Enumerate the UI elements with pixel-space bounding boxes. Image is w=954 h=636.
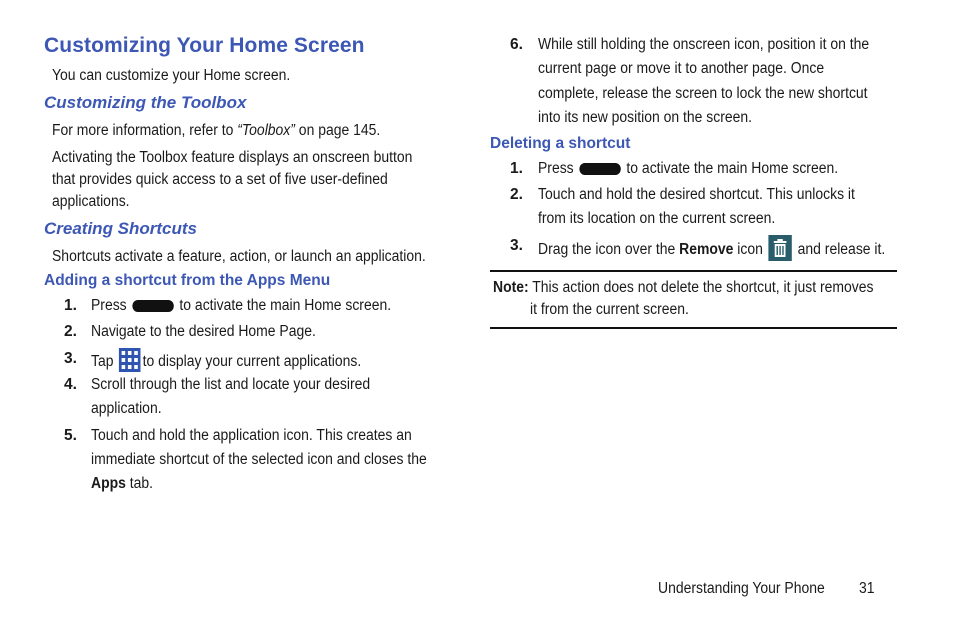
- toolbox-desc-line-1: Activating the Toolbox feature displays an onscreen button: [52, 149, 413, 166]
- note-bottom-rule: [490, 327, 897, 329]
- toolbox-ref-pre: For more information, refer to: [52, 122, 238, 139]
- step-3-text: [91, 350, 361, 374]
- remove-bold-label: Remove: [679, 241, 734, 259]
- note-line-1: [493, 279, 873, 297]
- delete-step-2-line-1: Touch and hold the desired shortcut. This unlocks it: [538, 186, 855, 203]
- step-1-text: [91, 297, 391, 315]
- delete-step-3-pre: Drag the icon over the: [538, 241, 680, 259]
- step-number: 1.: [510, 160, 523, 177]
- step-4-line-2: application.: [91, 400, 162, 417]
- step-5-line-3: [91, 475, 153, 493]
- apps-menu-heading: Adding a shortcut from the Apps Menu: [44, 272, 331, 289]
- step-1-pre: Press: [91, 297, 127, 314]
- step-6-line-4: into its new position on the screen.: [538, 109, 753, 126]
- toolbox-reference: [52, 122, 380, 140]
- step-number: 5.: [64, 427, 77, 444]
- step-6-line-2: current page or move it to another page. Once: [538, 60, 825, 77]
- step-number: 1.: [64, 297, 77, 314]
- step-1-post: to activate the main Home screen.: [179, 297, 392, 314]
- step-5-line-2: immediate shortcut of the selected icon and closes the: [91, 451, 427, 468]
- home-button-icon: [132, 300, 173, 312]
- step-6-line-1: While still holding the onscreen icon, position it on the: [538, 36, 870, 53]
- step-number: 3.: [64, 350, 77, 367]
- note-label: Note:: [493, 279, 529, 296]
- step-number: 6.: [510, 36, 523, 53]
- page-title: Customizing Your Home Screen: [44, 34, 365, 57]
- toolbox-desc-line-3: applications.: [52, 193, 130, 210]
- delete-step-1-pre: Press: [538, 160, 574, 177]
- delete-step-3-mid: icon: [733, 241, 763, 259]
- toolbox-ref-post: on page 145.: [294, 122, 381, 139]
- delete-step-1-text: [538, 160, 838, 178]
- note-top-rule: [490, 270, 897, 272]
- page-number: 31: [859, 580, 875, 597]
- toolbox-heading: Customizing the Toolbox: [44, 93, 247, 112]
- step-5-line-1: Touch and hold the application icon. This creates an: [91, 427, 412, 444]
- footer-section: Understanding Your Phone: [658, 580, 825, 597]
- step-3-post: to display your current applications.: [142, 353, 362, 371]
- toolbox-desc-line-2: that provides quick access to a set of five user-defined: [52, 171, 388, 188]
- shortcuts-heading: Creating Shortcuts: [44, 219, 198, 238]
- step-5-tail: tab.: [125, 475, 154, 492]
- step-6-line-3: complete, release the screen to lock the new shortcut: [538, 85, 868, 102]
- shortcuts-desc: Shortcuts activate a feature, action, or launch an application.: [52, 248, 426, 265]
- delete-step-2-line-2: from its location on the current screen.: [538, 210, 776, 227]
- apps-grid-icon: [119, 348, 141, 372]
- home-button-icon: [579, 163, 620, 175]
- delete-step-3-text: [538, 237, 885, 263]
- delete-step-1-post: to activate the main Home screen.: [626, 160, 839, 177]
- step-2-text: Navigate to the desired Home Page.: [91, 323, 316, 340]
- step-number: 2.: [64, 323, 77, 340]
- delete-shortcut-heading: Deleting a shortcut: [490, 135, 631, 152]
- step-number: 3.: [510, 237, 523, 254]
- step-number: 4.: [64, 376, 77, 393]
- delete-step-3-post: and release it.: [797, 241, 886, 259]
- step-4-line-1: Scroll through the list and locate your desired: [91, 376, 371, 393]
- apps-bold-label: Apps: [91, 475, 126, 492]
- step-3-pre: Tap: [91, 353, 114, 371]
- toolbox-ref-link[interactable]: “Toolbox”: [237, 122, 295, 139]
- trash-icon: [769, 235, 792, 261]
- step-number: 2.: [510, 186, 523, 203]
- note-text-1: This action does not delete the shortcut, it just removes: [532, 279, 874, 296]
- note-line-2: it from the current screen.: [530, 301, 689, 318]
- intro-text: You can customize your Home screen.: [52, 67, 291, 84]
